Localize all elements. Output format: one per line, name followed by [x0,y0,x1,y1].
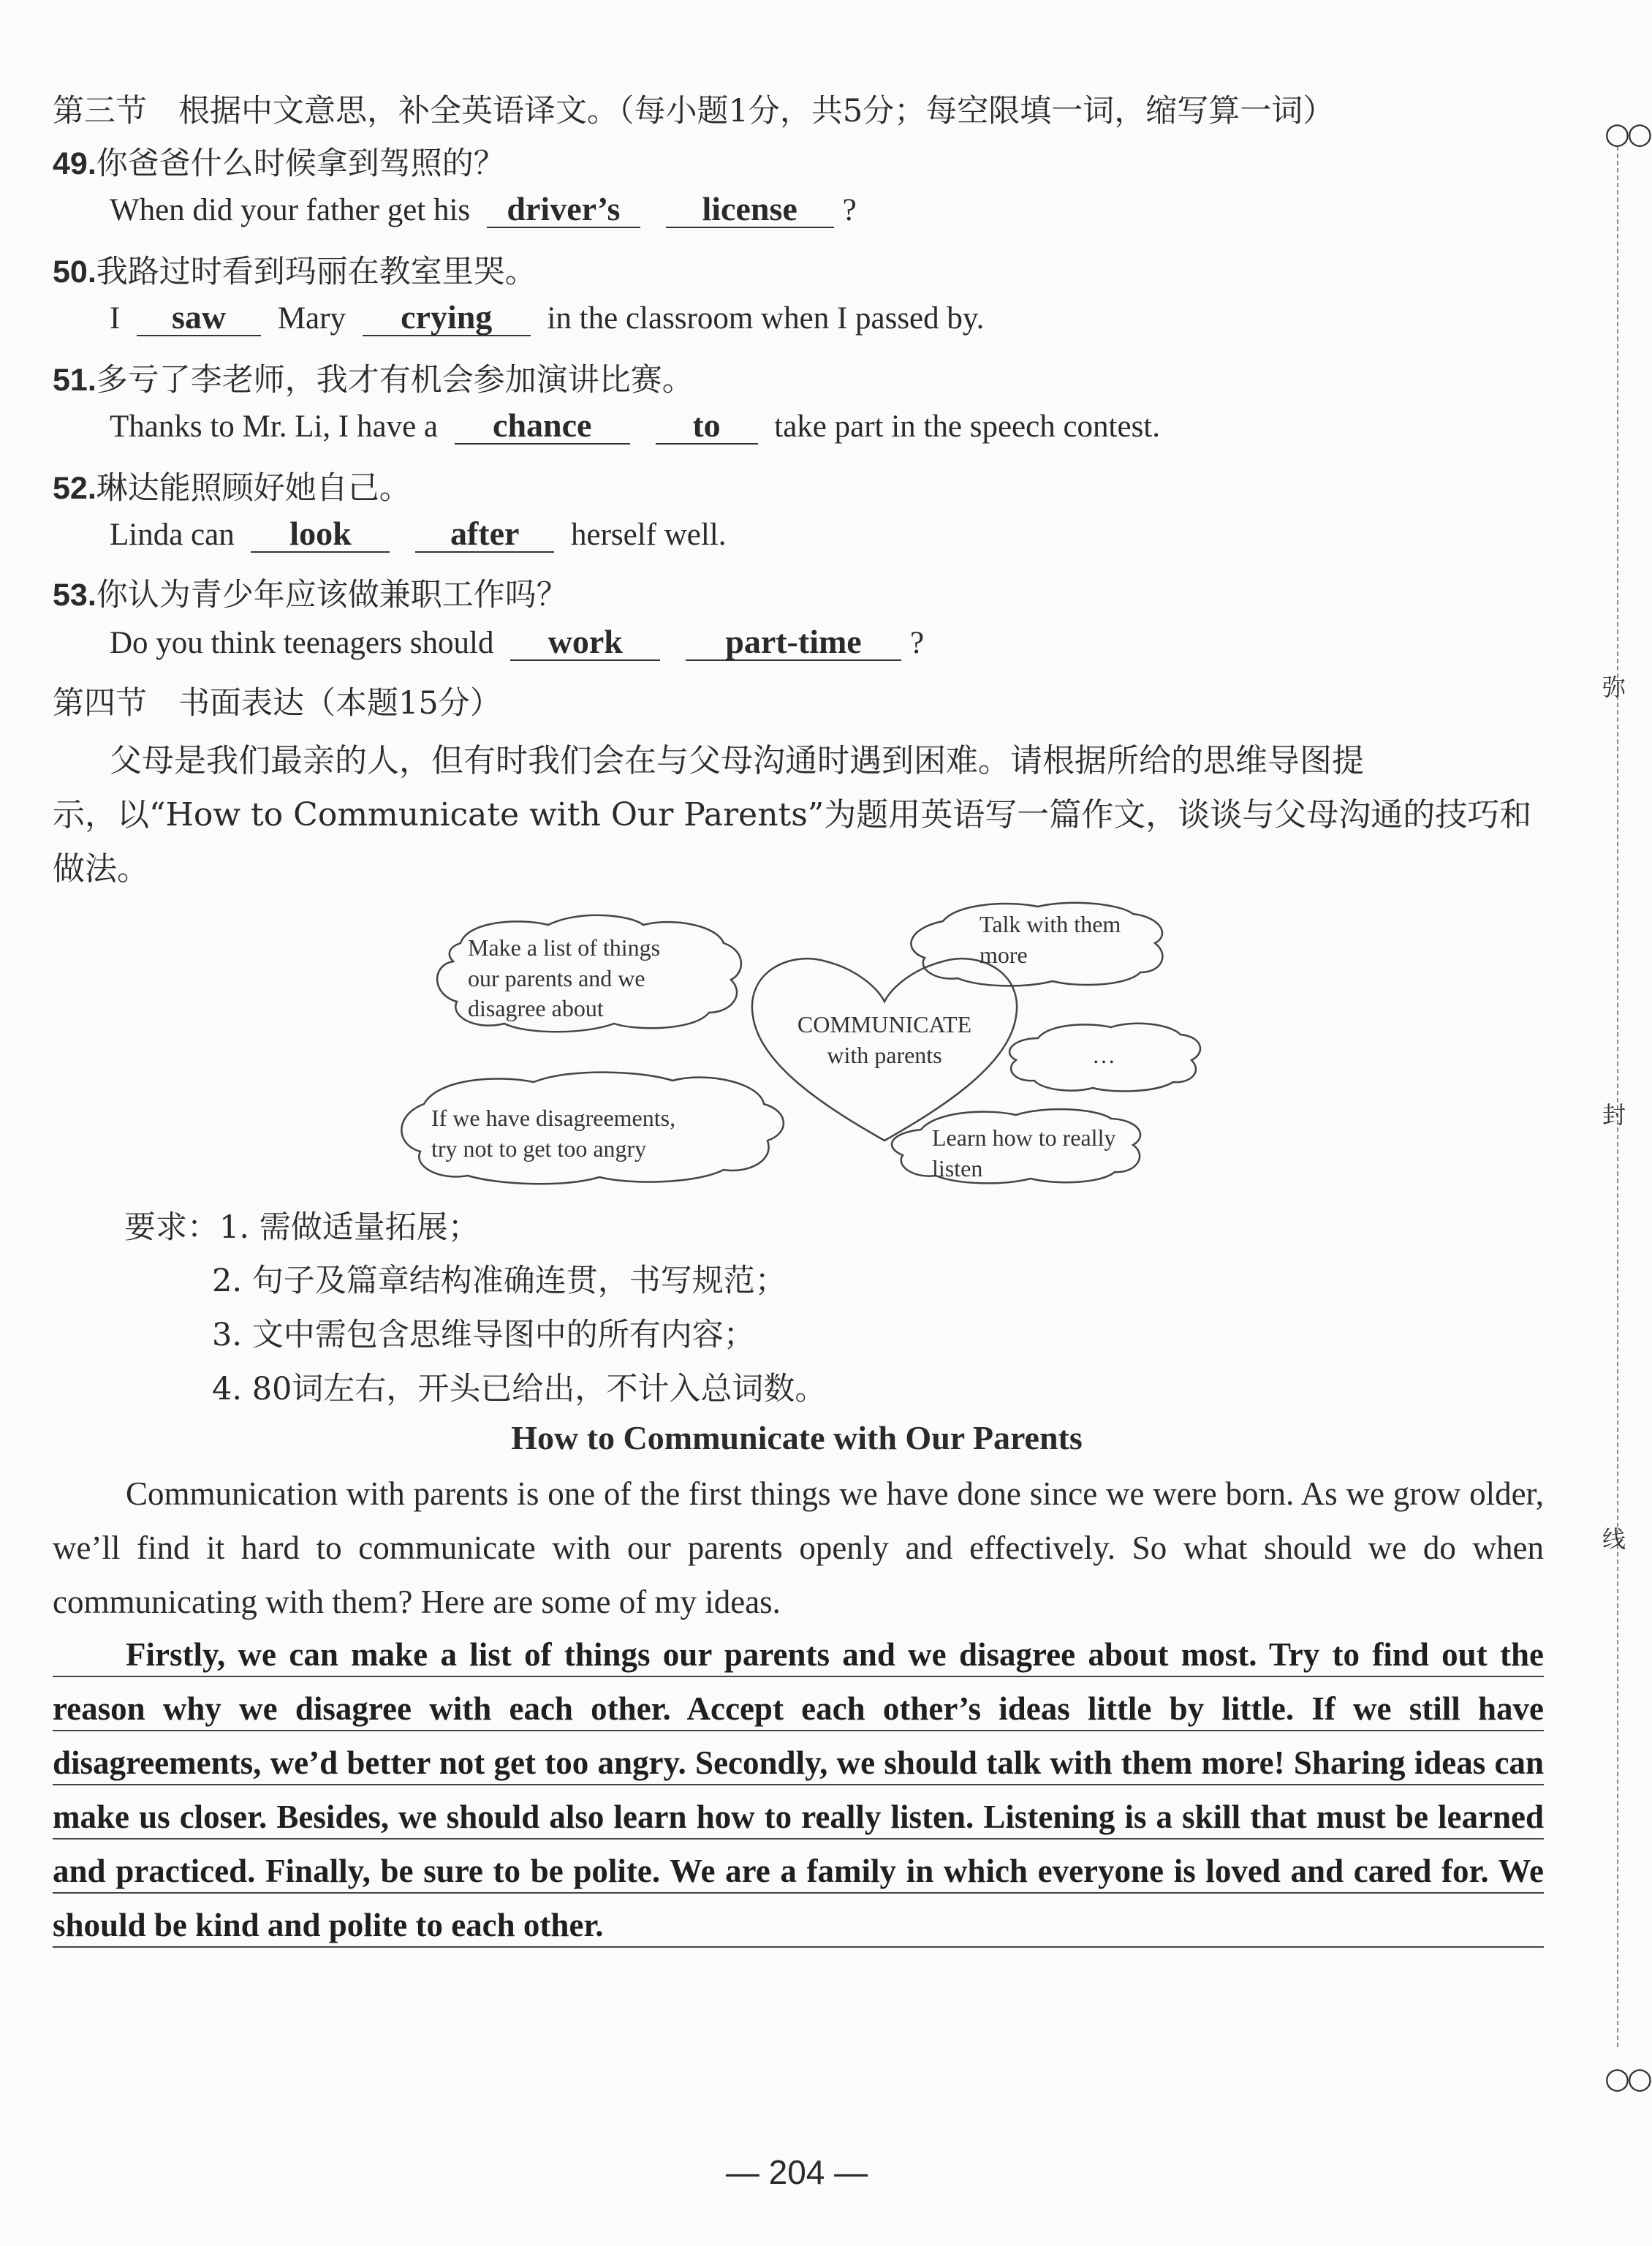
answer-blank: license [666,192,834,228]
sentence-part: herself well. [570,518,727,552]
margin-label: 弥 [1602,673,1626,701]
answer-blank: look [251,516,390,553]
node-text: try not to get too angry [431,1135,647,1162]
margin-label: 线 [1602,1525,1626,1553]
node-text: more [980,942,1028,968]
node-text: Talk with them [980,911,1121,937]
question-51-cn [53,355,694,400]
node-text: If we have disagreements, [431,1105,676,1131]
sentence-part: When did your father get his [110,193,471,227]
answer-blank: driver’s [487,192,640,228]
answer-blank: work [510,624,660,661]
question-50-en [110,300,984,336]
requirement-item: 2. 句子及篇章结构准确连贯，书写规范； [212,1263,787,1299]
node-text: listen [932,1155,983,1181]
node-text: … [1092,1042,1115,1068]
section4-heading: 第四节 书面表达（本题15分） [53,685,501,722]
writing-prompt-line: 做法。 [53,850,149,888]
requirement-item: 1. 需做适量拓展； [219,1209,480,1246]
node-text: Make a list of things [468,934,661,961]
sentence-part: I [110,301,121,336]
question-49-cn [53,139,505,184]
question-53-en [110,624,924,661]
section3-heading: 第三节 根据中文意思，补全英语译文。（每小题1分，共5分；每空限填一词，缩写算一词） [53,93,1335,129]
question-number: 50. [53,254,96,290]
answer-blank: part-time [686,624,901,661]
requirement-item: 4. 80词左右，开头已给出，不计入总词数。 [212,1371,827,1407]
question-cn-text: 多亏了李老师，我才有机会参加演讲比赛。 [96,362,694,398]
answer-blank: chance [455,408,630,445]
requirement-item: 3. 文中需包含思维导图中的所有内容； [212,1317,755,1353]
question-number: 52. [53,471,96,506]
question-cn-text: 你认为青少年应该做兼职工作吗？ [96,577,568,613]
sentence-part: in the classroom when I passed by. [547,301,985,336]
sentence-part: Mary [277,301,346,336]
question-number: 49. [53,146,96,181]
question-53-cn [53,570,568,615]
answer-blank: after [415,516,554,553]
page-number: — 204 — [725,2153,868,2191]
question-number: 53. [53,578,96,613]
node-text: disagree about [468,995,604,1021]
answer-blank: saw [137,300,261,336]
answer-blank: crying [363,300,531,336]
question-number: 51. [53,363,96,398]
question-52-en [110,516,727,553]
node-text: our parents and we [468,965,645,991]
node-text: Learn how to really [932,1124,1116,1151]
sentence-part: ? [909,626,925,660]
question-51-en [110,408,1160,445]
essay-opening: Communication with parents is one of the first things we have done since we were born. As we grow older, we’ll find it hard to communicate with our parents openly and effectively. So what should we do when communicating with them? Here are some of my ideas. [53,1475,1544,1620]
writing-prompt-line: 示，以“How to Communicate with Our Parents”为题用英语写一篇作文，谈谈与父母沟通的技巧和 [53,796,1532,833]
sentence-part: Linda can [110,518,235,552]
requirements-label: 要求： [124,1209,219,1246]
margin-circles: ○○ [1604,2062,1650,2095]
sentence-part: take part in the speech contest. [774,409,1161,444]
writing-prompt-line: 父母是我们最亲的人，但有时我们会在与父母沟通时遇到困难。请根据所给的思维导图提 [110,742,1364,779]
sentence-part: Thanks to Mr. Li, I have a [110,409,439,444]
mind-map [380,892,1228,1199]
question-49-en [110,192,857,228]
question-52-cn [53,464,411,508]
question-cn-text: 琳达能照顾好她自己。 [96,470,411,507]
sentence-part: Do you think teenagers should [110,626,494,660]
center-text: COMMUNICATE [797,1011,972,1037]
essay-answer: Firstly, we can make a list of things our parents and we disagree about most. Try to find out the reason why we disagree with each other. Accept each other’s ideas little by little. If we still have disagreements, we’d better not get too angry. Secondly, we should talk with them more! Sharing ideas can make us closer. Besides, we should also learn how to really listen. Listening is a skill that must be learned and practiced. Finally, be sure to be polite. We are a family in which everyone is loved and cared for. We should be kind and polite to each other. [53,1636,1544,1943]
question-cn-text: 我路过时看到玛丽在教室里哭。 [96,254,537,290]
essay-title: How to Communicate with Our Parents [511,1419,1083,1456]
sentence-part: ? [842,193,857,227]
center-text: with parents [827,1042,942,1068]
margin-circles: ○○ [1604,117,1650,151]
margin-label: 封 [1602,1101,1626,1129]
question-cn-text: 你爸爸什么时候拿到驾照的？ [96,145,505,182]
question-50-cn [53,247,537,292]
answer-blank: to [656,408,758,445]
